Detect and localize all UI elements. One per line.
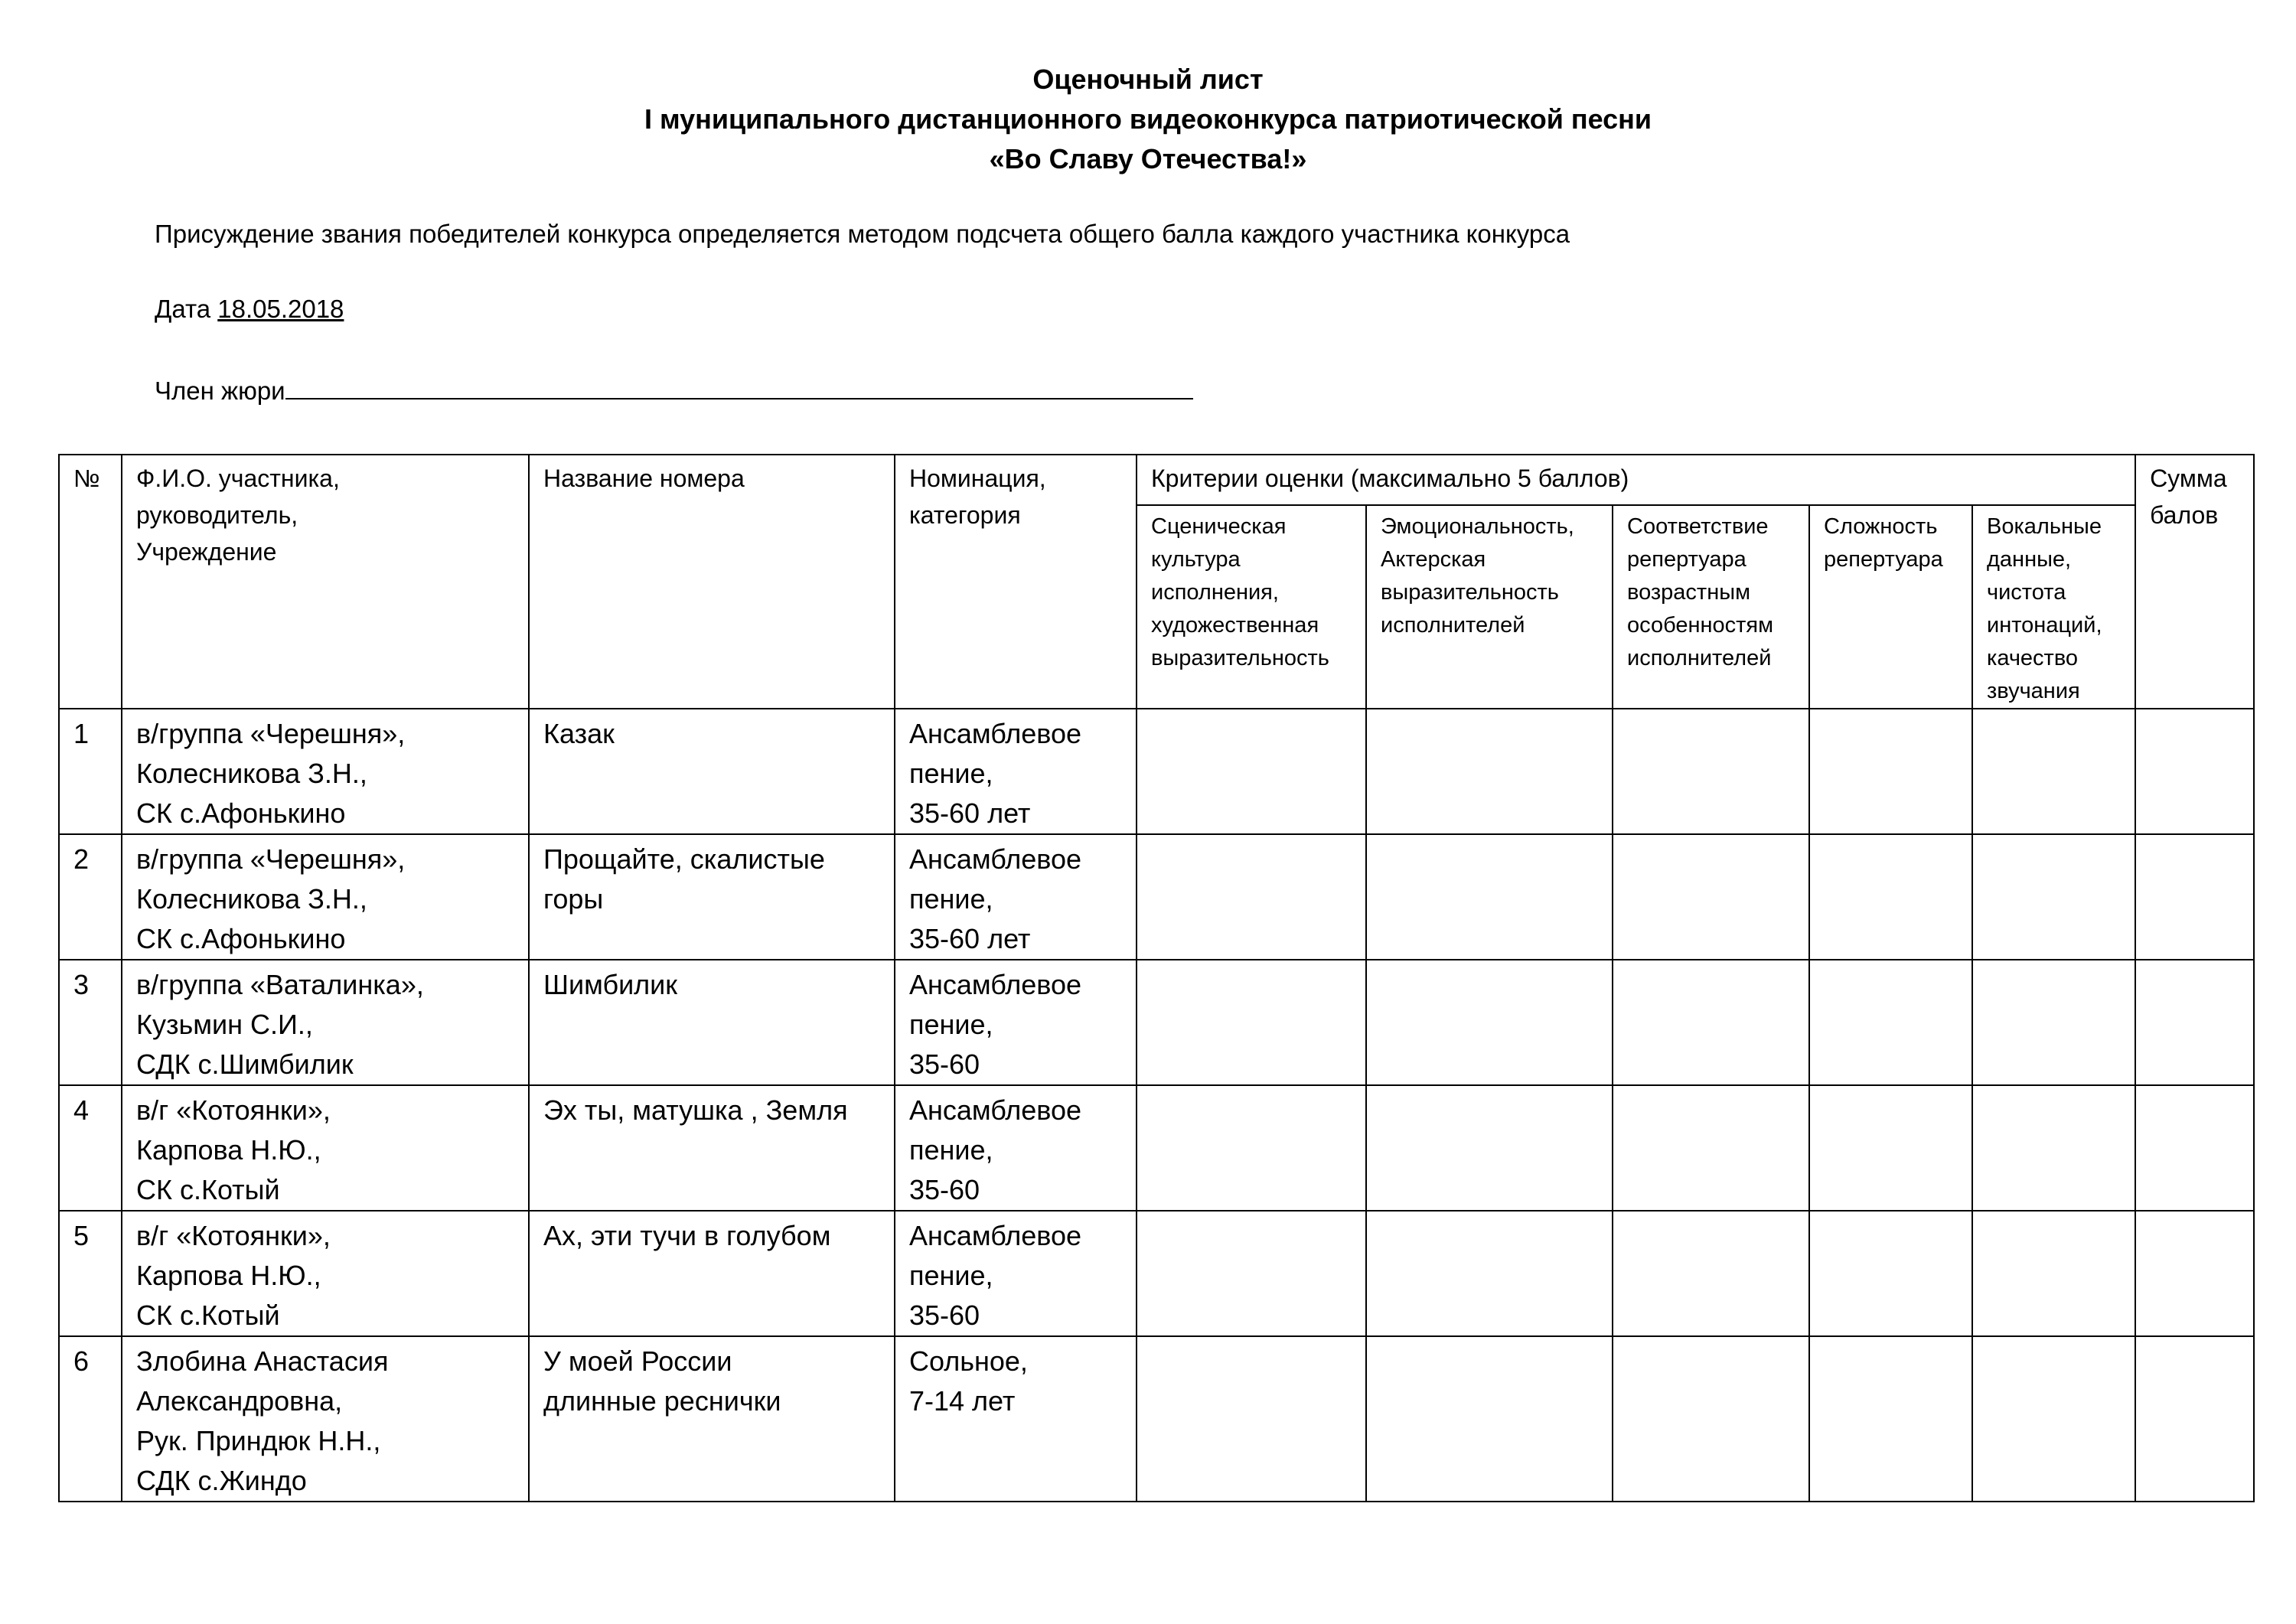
- participant-line: Кузьмин С.И.,: [136, 1009, 313, 1040]
- date-label: Дата: [155, 295, 218, 323]
- nomination-line: пение,: [909, 1260, 993, 1291]
- criterion-line: исполнителей: [1627, 646, 1772, 670]
- nomination-line: 35-60: [909, 1048, 980, 1080]
- score-cell[interactable]: [1972, 1085, 2135, 1211]
- score-cell[interactable]: [1366, 834, 1613, 960]
- participant-line: Александровна,: [136, 1385, 343, 1417]
- criterion-line: репертуара: [1824, 547, 1943, 572]
- nomination-line: пение,: [909, 1134, 993, 1166]
- title-line: длинные реснички: [543, 1385, 781, 1417]
- row-nomination: [895, 1211, 1137, 1336]
- criterion-stage-culture: [1137, 505, 1366, 709]
- nomination-line: Ансамблевое: [909, 969, 1082, 1000]
- participant-line: в/г «Котоянки»,: [136, 1094, 331, 1126]
- participant-line: СДК с.Шимбилик: [136, 1048, 354, 1080]
- score-cell[interactable]: [1809, 709, 1972, 834]
- date-line: [155, 292, 344, 326]
- score-cell[interactable]: [1366, 1336, 1613, 1502]
- participant-line: Карпова Н.Ю.,: [136, 1134, 321, 1166]
- sum-cell[interactable]: [2135, 1085, 2254, 1211]
- score-cell[interactable]: [1613, 834, 1809, 960]
- nomination-line: 7-14 лет: [909, 1385, 1016, 1417]
- score-table: [58, 454, 2255, 1502]
- nomination-line: Ансамблевое: [909, 718, 1082, 749]
- criterion-line: выразительность: [1151, 646, 1329, 670]
- criterion-line: Сценическая: [1151, 514, 1287, 539]
- row-num: 5: [59, 1211, 122, 1336]
- score-cell[interactable]: [1972, 1211, 2135, 1336]
- header-participant-line: Ф.И.О. участника,: [136, 465, 340, 492]
- score-cell[interactable]: [1972, 960, 2135, 1085]
- jury-line: [155, 372, 1193, 408]
- nomination-line: 35-60: [909, 1174, 980, 1205]
- row-num: 4: [59, 1085, 122, 1211]
- participant-line: Злобина Анастасия: [136, 1345, 389, 1377]
- score-cell[interactable]: [1137, 834, 1366, 960]
- criterion-line: чистота: [1987, 580, 2066, 605]
- title-line: Казак: [543, 718, 615, 749]
- table-row: [59, 1211, 2254, 1336]
- table-row: [59, 1085, 2254, 1211]
- row-nomination: [895, 834, 1137, 960]
- header-num: №: [59, 455, 122, 709]
- nomination-line: пение,: [909, 1009, 993, 1040]
- title-line: Эх ты, матушка , Земля: [543, 1094, 848, 1126]
- score-cell[interactable]: [1137, 709, 1366, 834]
- nomination-line: 35-60 лет: [909, 923, 1031, 954]
- row-title: [529, 709, 895, 834]
- row-title: [529, 834, 895, 960]
- row-num: 3: [59, 960, 122, 1085]
- score-cell[interactable]: [1809, 960, 1972, 1085]
- nomination-line: Ансамблевое: [909, 1094, 1082, 1126]
- row-nomination: [895, 1336, 1137, 1502]
- sum-cell[interactable]: [2135, 834, 2254, 960]
- criterion-line: особенностям: [1627, 613, 1774, 638]
- criterion-line: Актерская: [1381, 547, 1486, 572]
- score-cell[interactable]: [1366, 960, 1613, 1085]
- criterion-line: исполнения,: [1151, 580, 1279, 605]
- nomination-line: Сольное,: [909, 1345, 1028, 1377]
- score-cell[interactable]: [1137, 960, 1366, 1085]
- row-num: 6: [59, 1336, 122, 1502]
- participant-line: в/группа «Ваталинка»,: [136, 969, 424, 1000]
- row-participant: [122, 1211, 529, 1336]
- criterion-line: художественная: [1151, 613, 1319, 638]
- row-participant: [122, 1336, 529, 1502]
- score-cell[interactable]: [1366, 709, 1613, 834]
- header-participant: [122, 455, 529, 709]
- sum-cell[interactable]: [2135, 1211, 2254, 1336]
- score-cell[interactable]: [1972, 709, 2135, 834]
- criterion-line: данные,: [1987, 547, 2072, 572]
- participant-line: СК с.Афонькино: [136, 923, 346, 954]
- header-participant-line: руководитель,: [136, 501, 298, 529]
- criterion-line: исполнителей: [1381, 613, 1525, 638]
- header-sum-line: балов: [2150, 501, 2219, 529]
- score-cell[interactable]: [1366, 1211, 1613, 1336]
- row-num: 2: [59, 834, 122, 960]
- nomination-line: пение,: [909, 883, 993, 915]
- header-title: Название номера: [529, 455, 895, 709]
- criterion-line: качество: [1987, 646, 2079, 670]
- row-title: [529, 960, 895, 1085]
- score-cell[interactable]: [1137, 1085, 1366, 1211]
- participant-line: СК с.Котый: [136, 1174, 280, 1205]
- criterion-repertoire-fit: [1613, 505, 1809, 709]
- nomination-line: 35-60 лет: [909, 797, 1031, 829]
- criterion-line: выразительность: [1381, 580, 1559, 605]
- title-line: Прощайте, скалистые: [543, 843, 825, 875]
- title-line-2: I муниципального дистанционного видеоконкурса патриотической песни: [644, 103, 1652, 135]
- row-participant: [122, 834, 529, 960]
- criterion-vocal: [1972, 505, 2135, 709]
- row-participant: [122, 1085, 529, 1211]
- row-participant: [122, 709, 529, 834]
- table-row: [59, 1336, 2254, 1502]
- criterion-repertoire-complexity: [1809, 505, 1972, 709]
- title-line-1: Оценочный лист: [1032, 64, 1264, 95]
- date-value: 18.05.2018: [217, 295, 344, 323]
- participant-line: Колесникова З.Н.,: [136, 883, 367, 915]
- intro-text: Присуждение звания победителей конкурса определяется методом подсчета общего балла каждого участника конкурса: [155, 220, 1570, 248]
- criterion-line: возрастным: [1627, 580, 1751, 605]
- criterion-line: интонаций,: [1987, 613, 2102, 638]
- criterion-line: Эмоциональность,: [1381, 514, 1574, 539]
- criterion-line: Сложность: [1824, 514, 1938, 539]
- participant-line: в/группа «Черешня»,: [136, 843, 406, 875]
- header-row-main: [59, 455, 2254, 505]
- score-cell[interactable]: [1809, 834, 1972, 960]
- criterion-line: Вокальные: [1987, 514, 2102, 539]
- criterion-line: культура: [1151, 547, 1241, 572]
- title-line-3: «Во Славу Отечества!»: [989, 143, 1307, 174]
- score-cell[interactable]: [1137, 1336, 1366, 1502]
- title-line: Ах, эти тучи в голубом: [543, 1220, 831, 1251]
- header-nomination: [895, 455, 1137, 709]
- participant-line: в/г «Котоянки»,: [136, 1220, 331, 1251]
- row-title: [529, 1336, 895, 1502]
- title-line: горы: [543, 883, 604, 915]
- jury-signature-blank: [285, 372, 1193, 399]
- row-nomination: [895, 1085, 1137, 1211]
- row-nomination: [895, 709, 1137, 834]
- score-cell[interactable]: [1366, 1085, 1613, 1211]
- score-cell[interactable]: [1613, 1336, 1809, 1502]
- row-num: 1: [59, 709, 122, 834]
- participant-line: в/группа «Черешня»,: [136, 718, 406, 749]
- nomination-line: пение,: [909, 758, 993, 789]
- score-cell[interactable]: [1613, 709, 1809, 834]
- criterion-line: звучания: [1987, 679, 2080, 703]
- participant-line: Рук. Приндюк Н.Н.,: [136, 1425, 381, 1456]
- participant-line: СК с.Афонькино: [136, 797, 346, 829]
- table-row: [59, 834, 2254, 960]
- row-participant: [122, 960, 529, 1085]
- participant-line: Колесникова З.Н.,: [136, 758, 367, 789]
- score-cell[interactable]: [1972, 1336, 2135, 1502]
- criterion-emotionality: [1366, 505, 1613, 709]
- nomination-line: Ансамблевое: [909, 843, 1082, 875]
- header-sum: [2135, 455, 2254, 709]
- row-title: [529, 1211, 895, 1336]
- nomination-line: 35-60: [909, 1300, 980, 1331]
- title-line: У моей России: [543, 1345, 732, 1377]
- jury-label: Член жюри: [155, 377, 285, 405]
- score-cell[interactable]: [1613, 960, 1809, 1085]
- sum-cell[interactable]: [2135, 1336, 2254, 1502]
- criterion-line: репертуара: [1627, 547, 1746, 572]
- header-sum-line: Сумма: [2150, 465, 2227, 492]
- table-row: [59, 960, 2254, 1085]
- score-cell[interactable]: [1809, 1211, 1972, 1336]
- criterion-line: Соответствие: [1627, 514, 1769, 539]
- header-participant-line: Учреждение: [136, 538, 277, 566]
- participant-line: СК с.Котый: [136, 1300, 280, 1331]
- score-cell[interactable]: [1613, 1085, 1809, 1211]
- score-cell[interactable]: [1809, 1085, 1972, 1211]
- table-row: [59, 709, 2254, 834]
- header-nomination-line: Номинация,: [909, 465, 1046, 492]
- document-title: [0, 60, 2296, 179]
- score-cell[interactable]: [1613, 1211, 1809, 1336]
- score-cell[interactable]: [1972, 834, 2135, 960]
- sum-cell[interactable]: [2135, 960, 2254, 1085]
- header-criteria: Критерии оценки (максимально 5 баллов): [1137, 455, 2135, 505]
- title-line: Шимбилик: [543, 969, 678, 1000]
- score-cell[interactable]: [1809, 1336, 1972, 1502]
- header-nomination-line: категория: [909, 501, 1021, 529]
- nomination-line: Ансамблевое: [909, 1220, 1082, 1251]
- score-cell[interactable]: [1137, 1211, 1366, 1336]
- row-title: [529, 1085, 895, 1211]
- row-nomination: [895, 960, 1137, 1085]
- participant-line: Карпова Н.Ю.,: [136, 1260, 321, 1291]
- sum-cell[interactable]: [2135, 709, 2254, 834]
- participant-line: СДК с.Жиндо: [136, 1465, 307, 1496]
